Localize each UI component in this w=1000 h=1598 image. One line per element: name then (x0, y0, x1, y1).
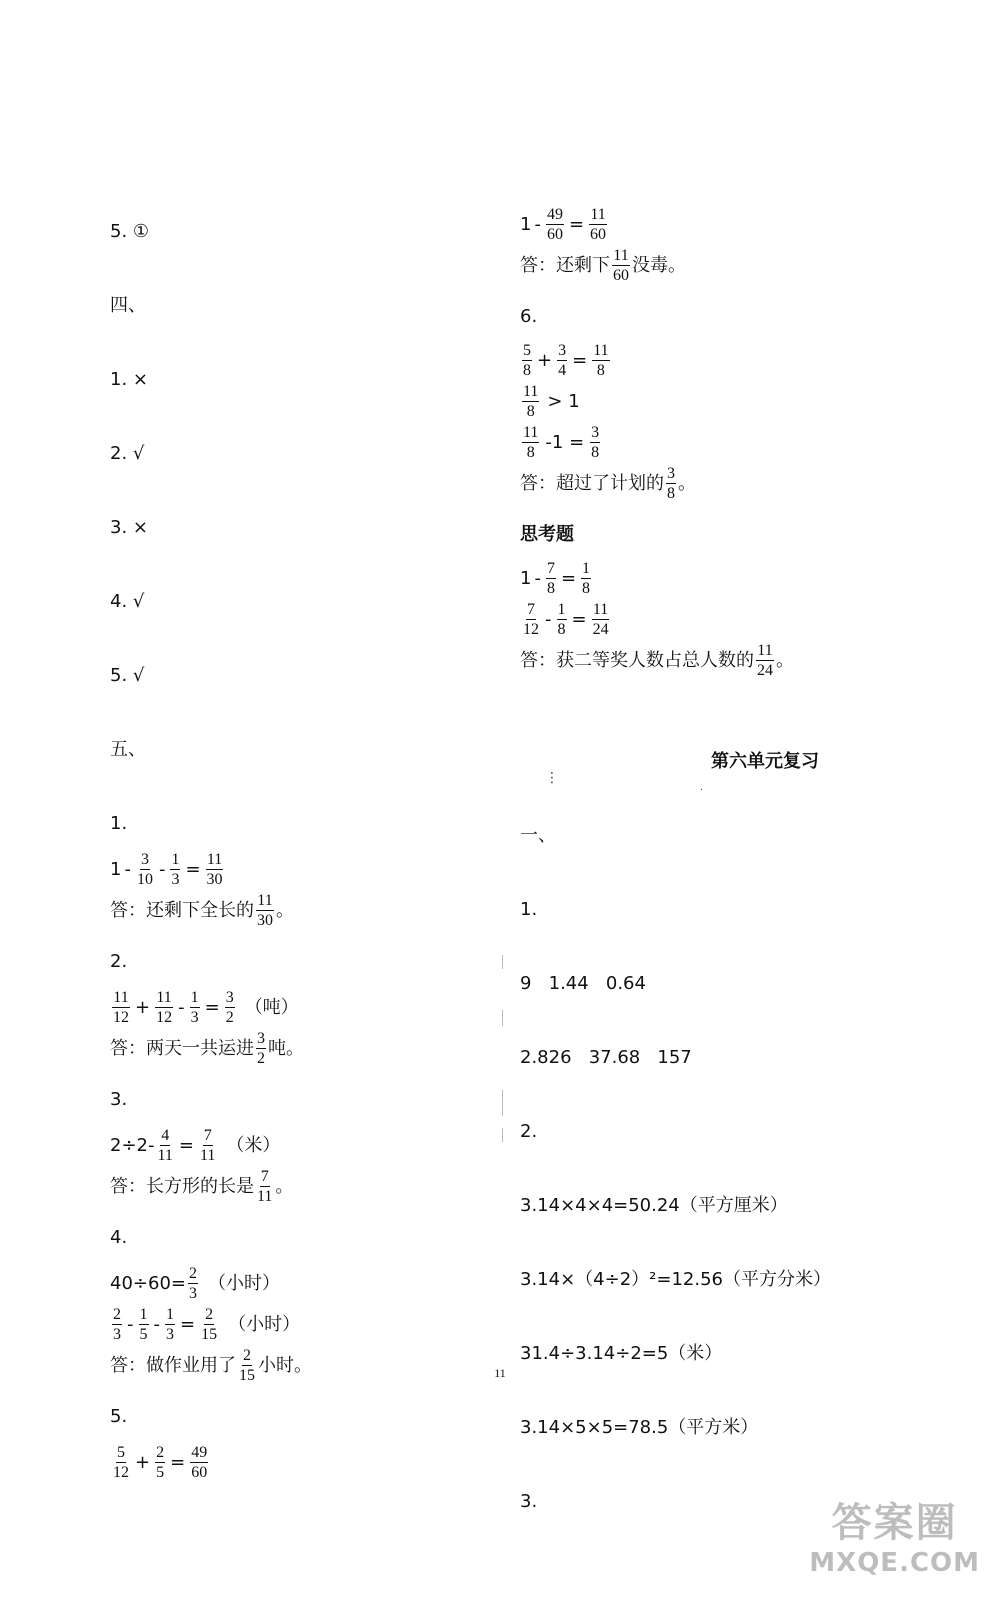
fraction: $\frac{11}{30}$ (206, 851, 223, 888)
fraction: $\frac{3}{2}$ (257, 1030, 265, 1067)
fraction: $\frac{11}{12}$ (156, 989, 173, 1026)
stray-dot-mark: . (700, 782, 704, 793)
left-column (110, 200, 550, 1482)
problem-3-answer: 答：长方形的长是 $\frac{7}{11}$ 。 (110, 1168, 294, 1205)
fraction: $\frac{11}{24}$ (757, 642, 773, 679)
think-question-heading: 思考题 (520, 524, 574, 545)
fraction: $\frac{4}{11}$ (157, 1127, 173, 1164)
fraction: $\frac{3}{8}$ (667, 465, 675, 502)
problem-6-number: 6. (520, 306, 538, 327)
judge-item-2: 2. √ (110, 443, 145, 464)
think-equation-2: $\frac{7}{12}$ - $\frac{1}{8}$ = $\frac{11}{24}$ (523, 601, 609, 638)
fraction: $\frac{11}{12}$ (113, 989, 129, 1026)
judge-item-3: 3. × (110, 517, 148, 538)
question-2-line-3: 31.4÷3.14÷2=5（米） (520, 1343, 723, 1364)
fraction: $\frac{11}{8}$ (523, 424, 539, 461)
problem-5b-equation: 1 - $\frac{49}{60}$ = $\frac{11}{60}$ (520, 206, 607, 243)
fraction: $\frac{11}{60}$ (613, 247, 629, 284)
problem-6-compare: $\frac{11}{8}$ > 1 (523, 383, 580, 420)
fraction: $\frac{5}{12}$ (113, 1444, 129, 1481)
fraction: $\frac{5}{8}$ (523, 342, 531, 379)
problem-3-equation: 2÷2- $\frac{4}{11}$ = $\frac{7}{11}$ （米） (110, 1127, 281, 1164)
fraction: $\frac{3}{2}$ (225, 989, 234, 1026)
whole-one: 1 (110, 858, 122, 880)
fraction: $\frac{49}{60}$ (191, 1444, 208, 1481)
problem-1-equation: 1 - $\frac{3}{10}$ - $\frac{1}{3}$ = $\frac{11}{30}$ (110, 851, 223, 888)
fraction: $\frac{2}{15}$ (239, 1347, 255, 1384)
fraction: $\frac{7}{12}$ (523, 601, 539, 638)
scan-mark (502, 1010, 503, 1026)
scan-mark (502, 1090, 503, 1116)
fraction: $\frac{11}{24}$ (592, 601, 609, 638)
problem-1-number: 1. (110, 813, 128, 834)
problem-2-answer: 答：两天一共运进 $\frac{3}{2}$ 吨。 (110, 1030, 304, 1067)
problem-6-answer: 答：超过了计划的 $\frac{3}{8}$ 。 (520, 465, 696, 502)
problem-4-number: 4. (110, 1227, 128, 1248)
problem-2-equation: $\frac{11}{12}$ + $\frac{11}{12}$ - $\frac{1}{3}$ = $\frac{3}{2}$ （吨） (113, 989, 299, 1026)
question-2-line-4: 3.14×5×5=78.5（平方米） (520, 1417, 759, 1438)
fraction: $\frac{2}{3}$ (113, 1306, 121, 1343)
unit-six-review-title: 第六单元复习 (711, 751, 819, 772)
problem-3-number: 3. (110, 1089, 128, 1110)
problem-5-equation: $\frac{5}{12}$ + $\frac{2}{5}$ = $\frac{49}{60}$ (113, 1444, 208, 1481)
fraction: $\frac{3}{4}$ (558, 342, 567, 379)
page-number: 11 (494, 1366, 506, 1380)
fraction: $\frac{1}{5}$ (139, 1306, 148, 1343)
fraction: $\frac{2}{15}$ (201, 1306, 218, 1343)
think-equation-1: 1 - $\frac{7}{8}$ = $\frac{1}{8}$ (520, 560, 591, 597)
right-column (520, 200, 960, 1514)
problem-6-equation-1: $\frac{5}{8}$ + $\frac{3}{4}$ = $\frac{11}{8}$ (523, 342, 609, 379)
fraction: $\frac{7}{8}$ (546, 560, 555, 597)
fraction: $\frac{3}{8}$ (591, 424, 600, 461)
vertical-dots-mark: ⋮ (545, 770, 559, 786)
problem-6-equation-2: $\frac{11}{8}$ -1 = $\frac{3}{8}$ (523, 424, 600, 461)
problem-4-equation-2: $\frac{2}{3}$ - $\frac{1}{5}$ - $\frac{1}{3}$ = $\frac{2}{15}$ （小时） (113, 1306, 301, 1343)
fraction: $\frac{11}{8}$ (523, 383, 539, 420)
think-answer: 答：获二等奖人数占总人数的 $\frac{11}{24}$ 。 (520, 642, 794, 679)
scan-mark (502, 1128, 503, 1142)
fraction: $\frac{11}{30}$ (257, 892, 273, 929)
fraction: $\frac{2}{3}$ (188, 1265, 197, 1302)
judge-item-1: 1. × (110, 369, 148, 390)
watermark-logo: 答案圈 MXQE.COM (809, 1500, 980, 1578)
fraction: $\frac{2}{5}$ (156, 1444, 165, 1481)
fraction: $\frac{1}{3}$ (190, 989, 199, 1026)
question-2-line-2: 3.14×（4÷2）²=12.56（平方分米） (520, 1269, 831, 1290)
section-five-heading: 五、 (110, 739, 146, 760)
question-3-number: 3. (520, 1491, 538, 1512)
question-2-number: 2. (520, 1121, 538, 1142)
scan-mark (502, 955, 503, 969)
section-one-heading: 一、 (520, 825, 556, 846)
problem-1-answer: 答：还剩下全长的 $\frac{11}{30}$ 。 (110, 892, 294, 929)
problem-2-number: 2. (110, 951, 128, 972)
question-1-line-2: 2.826 37.68 157 (520, 1047, 692, 1068)
judge-item-5: 5. √ (110, 665, 145, 686)
fraction: $\frac{1}{3}$ (171, 851, 180, 888)
question-2-line-1: 3.14×4×4=50.24（平方厘米） (520, 1195, 788, 1216)
fraction: $\frac{7}{11}$ (257, 1168, 273, 1205)
fraction: $\frac{1}{3}$ (166, 1306, 174, 1343)
problem-4-equation-1: 40÷60= $\frac{2}{3}$ （小时） (110, 1265, 280, 1302)
question-1-number: 1. (520, 899, 538, 920)
question-1-line-1: 9 1.44 0.64 (520, 973, 646, 994)
fraction: $\frac{11}{60}$ (590, 206, 607, 243)
problem-4-answer: 答：做作业用了 $\frac{2}{15}$ 小时。 (110, 1347, 312, 1384)
judge-item-4: 4. √ (110, 591, 145, 612)
problem-5b-answer: 答：还剩下 $\frac{11}{60}$ 没毒。 (520, 247, 686, 284)
item-5-circle: 5. ① (110, 221, 150, 242)
fraction: $\frac{7}{11}$ (199, 1127, 216, 1164)
fraction: $\frac{11}{8}$ (593, 342, 609, 379)
fraction: $\frac{3}{10}$ (136, 851, 153, 888)
fraction: $\frac{49}{60}$ (546, 206, 563, 243)
problem-5-number: 5. (110, 1406, 128, 1427)
section-four-heading: 四、 (110, 295, 146, 316)
fraction: $\frac{1}{8}$ (582, 560, 591, 597)
fraction: $\frac{1}{8}$ (557, 601, 566, 638)
